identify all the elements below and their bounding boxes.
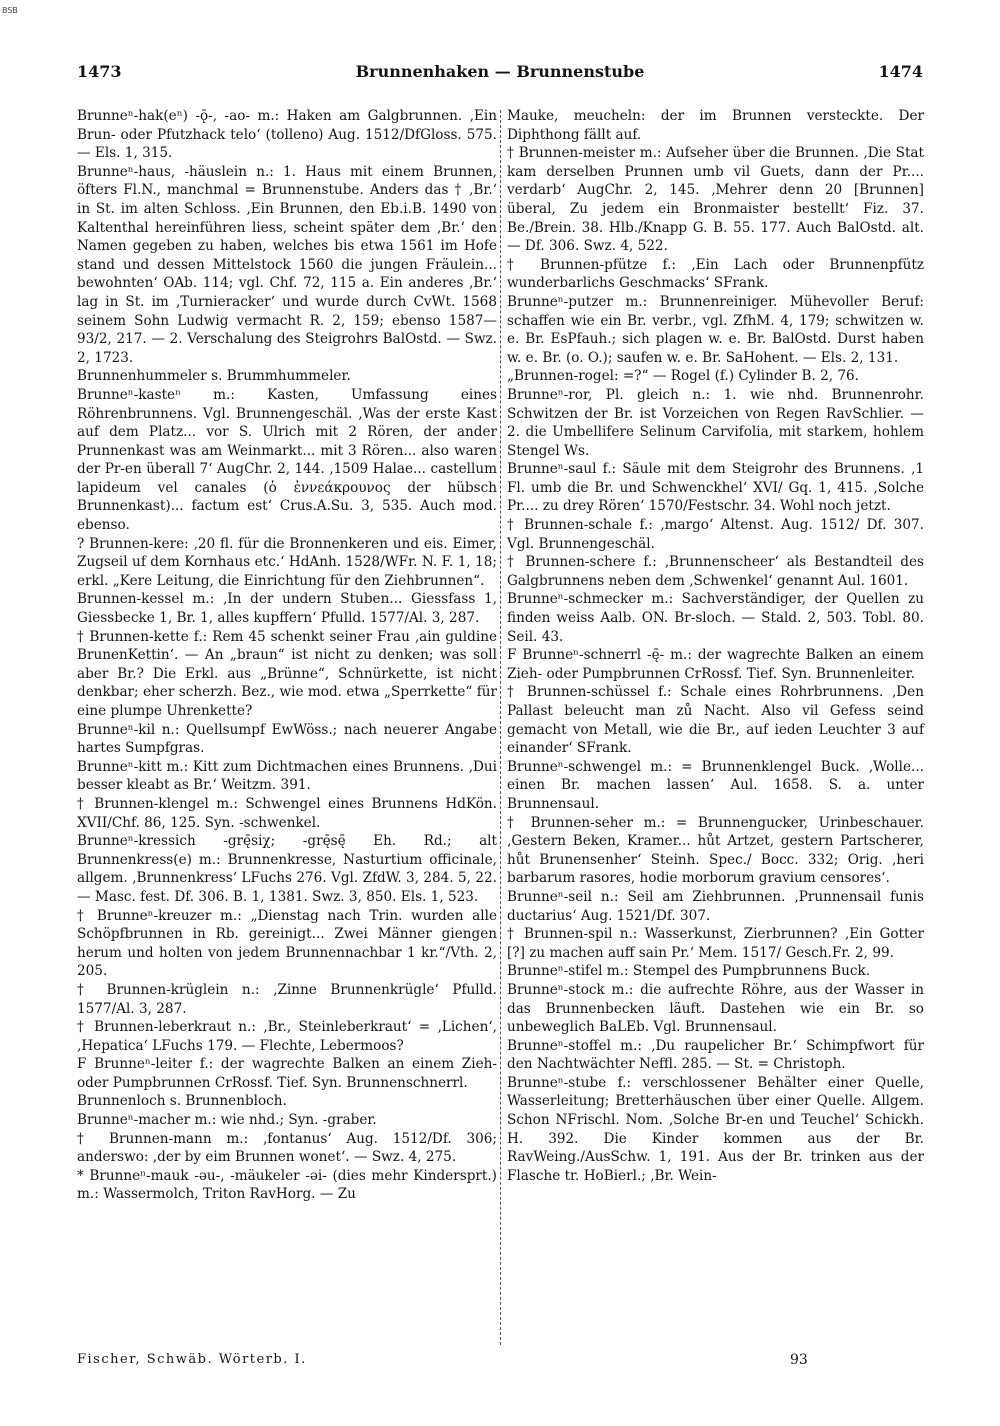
dictionary-entry: Brunneⁿ-schmecker m.: Sachverständiger, der Quellen zu finden weiss Aalb. ON. Br-sloch. — Stald. 2, 503. Tobl. 80. Seil. 43. — [507, 591, 924, 645]
dictionary-entry: Brunneⁿ-hak(eⁿ) -ǭ-, -ao- m.: Haken am Galgbrunnen. ‚Ein Brun- oder Pfutzhack telo‘ (tolleno) Aug. 1512/DfGloss. 575. — Els. 1, 315. — [77, 108, 497, 162]
dictionary-entry: Brunneⁿ-putzer m.: Brunnenreiniger. Mühevoller Beruf: schaffen wie ein Br. verbr., vgl. ZfhM. 4, 179; schwitzen w. e. Br. EsPfauh.; sich plagen w. e. Br. BalOstd. Durst haben w. e. Br. (o. O.); saufen w. e. Br. SaHohent. — Els. 2, 131. — [507, 293, 924, 366]
dictionary-entry: Brunnenloch s. Brunnenbloch. — [77, 1093, 287, 1110]
running-title: Brunnenhaken — Brunnenstube — [355, 62, 645, 81]
dictionary-entry: „Brunnen-rogel: =?“ — Rogel (f.) Cylinder B. 2, 76. — [507, 368, 859, 385]
column-divider — [500, 110, 501, 1345]
dictionary-entry: † Brunnen-leberkraut n.: ‚Br., Steinleberkraut‘ = ‚Lichen‘, ‚Hepatica‘ LFuchs 179. — Flechte, Lebermoos? — [77, 1019, 497, 1054]
dictionary-entry: † Brunnen-mann m.: ‚fontanus‘ Aug. 1512/Df. 306; anderswo: ‚der by eim Brunnen wonet‘. — Swz. 4, 275. — [77, 1130, 497, 1166]
dictionary-entry: † Brunnen-klengel m.: Schwengel eines Brunnens HdKön. XVII/Chf. 86, 125. Syn. -schwenkel. — [77, 795, 497, 831]
dictionary-entry: Brunneⁿ-kil n.: Quellsumpf EwWöss.; nach neuerer Angabe hartes Sumpfgras. — [77, 721, 497, 757]
dictionary-entry: Brunnenhummeler s. Brummhummeler. — [77, 368, 351, 385]
dictionary-entry: † Brunnen-schüssel f.: Schale eines Rohrbrunnens. ‚Den Pallast beleucht man zů Nacht. Also vil Gefess seind gemacht von Metall, wie die Br., auf ieden Leuchter 3 auf einander‘ SFrank. — [507, 684, 924, 757]
dictionary-entry: Brunneⁿ-seil n.: Seil am Ziehbrunnen. ‚Prunnensail funis ductarius‘ Aug. 1521/Df. 307. — [507, 888, 924, 924]
left-column — [77, 107, 497, 1204]
dictionary-entry: † Brunnen-meister m.: Aufseher über die Brunnen. ‚Die Stat kam derselben Prunnen umb vil Guets, dann der Pr.... verdarb‘ AugChr. 2, 145. ‚Mehrer denn 20 [Brunnen] überal, Zu jedem ein Bronmaister bestellt‘ Fiz. 37. Be./Brein. 38. Hlb./Knapp G. B. 55. 177. Auch BalOstd. alt. — Df. 306. Swz. 4, 522. — [507, 145, 924, 255]
page-number-right: 1474 — [878, 62, 923, 81]
dictionary-entry: F Brunneⁿ-schnerrl -ę̄- m.: der wagrechte Balken an einem Zieh- oder Pumpbrunnen CrRossf. Tief. Syn. Brunnenleiter. — [507, 647, 924, 682]
dictionary-entry: F Brunneⁿ-leiter f.: der wagrechte Balken an einem Zieh- oder Pumpbrunnen CrRossf. Tief. Syn. Brunnenschnerrl. — [77, 1056, 497, 1091]
dictionary-entry: Brunneⁿ-kressich -grę̄siχ; -grę̄sę̄ Eh. Rd.; alt Brunnenkress(e) m.: Brunnenkresse, Nasturtium officinale, allgem. ‚Brunnenkress‘ LFuchs 276. Vgl. ZfdW. 3, 284. 5, 22. — Masc. fest. Df. 306. B. 1, 1381. Swz. 3, 850. Els. 1, 523. — [77, 833, 497, 905]
dictionary-entry: ? Brunnen-kere: ‚20 fl. für die Bronnenkeren und eis. Eimer, Zugseil uf dem Kornhaus etc.‘ HdAnh. 1528/WFr. N. F. 1, 18; erkl. „Kere Leitung, die Einrichtung für den Ziehbrunnen“. — [77, 535, 497, 589]
page-number-left: 1473 — [77, 62, 122, 81]
dictionary-entry: Brunneⁿ-haus, -häuslein n.: 1. Haus mit einem Brunnen, öfters Fl.N., manchmal = Brunnenstube. Anders das † ‚Br.‘ in St. im alten Schloss. ‚Ein Brunnen, den Eb.i.B. 1490 von Kaltenthal hereinführen liess, scheint später dem ‚Br.‘ den Namen gegeben zu haben, welches bis etwa 1561 im Hofe stand und dessen Mittelstock 1560 die jungen Fräulein... bewohnten‘ OAb. 114; vgl. Chf. 72, 115 a. Ein anderes ‚Br.‘ lag in St. im ‚Turnieracker‘ und wurde durch CvWt. 1568 seinem Sohn Ludwig vermacht R. 2, 159; ebenso 1587—93/2, 217. — 2. Verschalung des Steigrohrs BalOstd. — Swz. 2, 1723. — [77, 163, 497, 366]
sheet-number: 93 — [790, 1352, 808, 1368]
dictionary-entry: † Brunnen-spil n.: Wasserkunst, Zierbrunnen? ‚Ein Gotter [?] zu machen auff sain Pr.‘ Mem. 1517/ Gesch.Fr. 2, 99. — [507, 926, 924, 961]
dictionary-entry: Brunneⁿ-kasteⁿ m.: Kasten, Umfassung eines Röhrenbrunnens. Vgl. Brunnengeschäl. ‚Was der erste Kast auf dem Platz... vor S. Ulrich mit 2 Rören, der ander Prunnenkast was am Weinmarkt... mit 3 Rören... also waren der Pr-en überall 7‘ AugChr. 2, 144. ‚1509 Halae... castellum lapideum vel canales (ὁ ἐννεάκρουνος der hübsch Brunnenkast)... factum est‘ Crus.A.Su. 3, 535. Auch mod. ebenso. — [77, 386, 497, 534]
dictionary-entry: Brunneⁿ-schwengel m.: = Brunnenklengel Buck. ‚Wolle... einen Br. machen lassen‘ Aul. 1658. S. a. unter Brunnensaul. — [507, 758, 924, 812]
dictionary-entry: † Brunneⁿ-kreuzer m.: „Dienstag nach Trin. wurden alle Schöpfbrunnen in Rb. gereinigt... Zwei Männer giengen herum und holten von jedem Brunnennachbar 1 kr.“/Vth. 2, 205. — [77, 907, 497, 980]
dictionary-entry: † Brunnen-krüglein n.: ‚Zinne Brunnenkrügle‘ Pfulld. 1577/Al. 3, 287. — [77, 981, 497, 1017]
dictionary-entry: Brunneⁿ-stoffel m.: ‚Du raupelicher Br.‘ Schimpfwort für den Nachtwächter Neffl. 285. — St. = Christoph. — [507, 1037, 924, 1073]
dictionary-entry: Brunneⁿ-kitt m.: Kitt zum Dichtmachen eines Brunnens. ‚Dui besser kleabt as Br.‘ Weitzm. 391. — [77, 758, 497, 794]
dictionary-entry: Brunneⁿ-stock m.: die aufrechte Röhre, aus der Wasser in das Brunnenbecken läuft. Dastehen wie ein Br. so unbeweglich BaLEb. Vgl. Brunnensaul. — [507, 981, 924, 1036]
dictionary-entry: † Brunnen-seher m.: = Brunnengucker, Urinbeschauer. ‚Gestern Beken, Kramer... hůt Artzet, gestern Partscherer, hůt Brunensenher‘ Steinh. Spec./ Bocc. 332; Orig. ‚heri barbarum rasores, hodie morborum gravium censores‘. — [507, 814, 924, 887]
dictionary-entry: * Brunneⁿ-mauk -əu-, -mäukeler -əi- (dies mehr Kindersprt.) m.: Wassermolch, Triton RavHorg. — Zu — [77, 1167, 497, 1203]
dictionary-entry: Brunneⁿ-stifel m.: Stempel des Pumpbrunnens Buck. — [507, 963, 871, 980]
dictionary-entry: Brunneⁿ-ror, Pl. gleich n.: 1. wie nhd. Brunnenrohr. Schwitzen der Br. ist Vorzeichen von Regen RavSchlier. — 2. die Umbellifere Selinum Carvifolia, mit starkem, hohlem Stengel Ws. — [507, 386, 924, 459]
dictionary-entry: † Brunnen-pfütze f.: ‚Ein Lach oder Brunnenpfütz wunderbarlichs Geschmacks‘ SFrank. — [507, 256, 924, 292]
dictionary-entry: † Brunnen-kette f.: Rem 45 schenkt seiner Frau ‚ain guldine BrunenKettin‘. — An „braun“ ist nicht zu denken; was soll aber Br.? Die Erkl. aus „Brünne“, Schnürkette, ist nicht denkbar; eher scherzh. Bez., wie mod. etwa „Sperrkette“ für eine plumpe Uhrenkette? — [77, 628, 497, 719]
dictionary-entry: Brunneⁿ-stube f.: verschlossener Behälter einer Quelle, Wasserleitung; Bretterhäuschen über einer Quelle. Allgem. Schon NFrischl. Nom. ‚Solche Br-en und Teuchel‘ Schickh. H. 392. Die Kinder kommen aus der Br. RavWeing./AusSchw. 1, 191. Aus der Br. trinken aus der Flasche tr. HoBierl.; ‚Br. Wein- — [507, 1074, 924, 1184]
library-stamp: BSB — [2, 6, 18, 15]
footer-source: Fischer, Schwäb. Wörterb. I. — [77, 1352, 307, 1367]
right-column — [507, 107, 924, 1185]
dictionary-entry: † Brunnen-schere f.: ‚Brunnenscheer‘ als Bestandteil des Galgbrunnens neben dem ‚Schwenkel‘ genannt Aul. 1601. — [507, 554, 924, 589]
dictionary-entry: Brunneⁿ-saul f.: Säule mit dem Steigrohr des Brunnens. ‚1 Fl. umb die Br. und Schwenckhel‘ XVI/ Gq. 1, 415. ‚Solche Pr.... zu drey Rören‘ 1570/Festschr. 34. Wohl noch jetzt. — [507, 461, 924, 515]
dictionary-entry: † Brunnen-schale f.: ‚margo‘ Altenst. Aug. 1512/ Df. 307. Vgl. Brunnengeschäl. — [507, 517, 924, 552]
dictionary-entry: Brunneⁿ-macher m.: wie nhd.; Syn. -graber. — [77, 1112, 377, 1129]
dictionary-entry: Brunnen-kessel m.: ‚In der undern Stuben... Giessfass 1, Giessbecke 1, Br. 1, alles kupffern‘ Pfulld. 1577/Al. 3, 287. — [77, 591, 497, 627]
dictionary-entry: Mauke, meucheln: der im Brunnen versteckte. Der Diphthong fällt auf. — [507, 108, 924, 143]
